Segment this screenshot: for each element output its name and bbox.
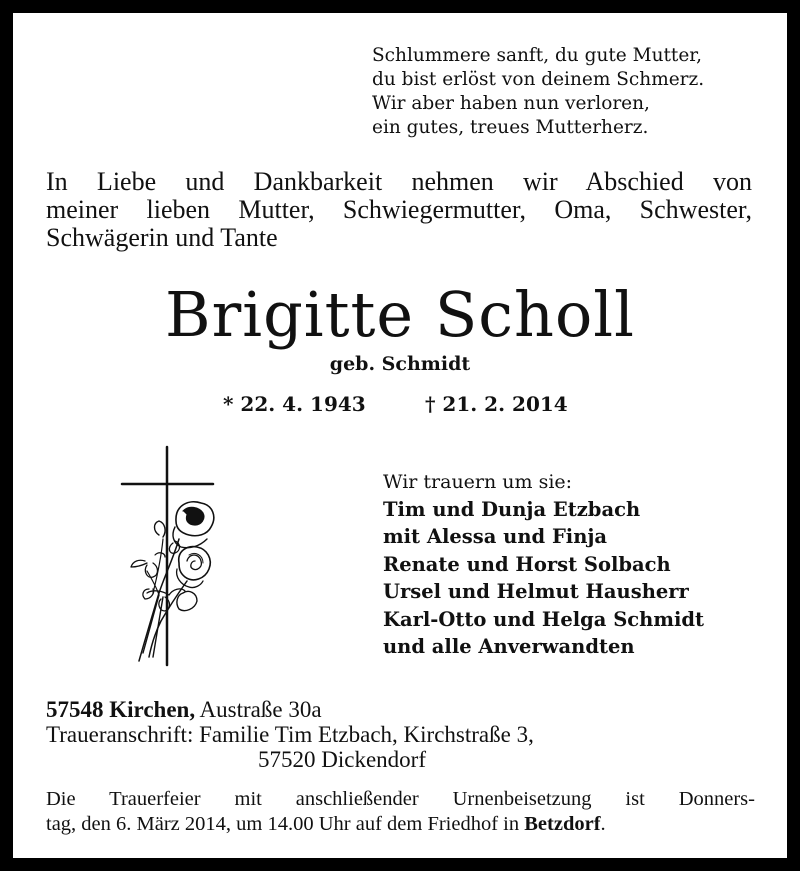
- mourning-address-label: Traueranschrift:: [46, 722, 200, 747]
- mourners-list: [383, 496, 704, 660]
- mourning-address-street: Familie Tim Etzbach, Kirchstraße 3,: [199, 722, 534, 747]
- address-block: [46, 697, 534, 772]
- mourners-heading: Wir trauern um sie:: [383, 471, 573, 493]
- mourner-line: mit Alessa und Finja: [383, 525, 608, 549]
- poem-verse: [372, 44, 704, 140]
- home-street: Austraße 30a: [195, 697, 322, 722]
- mourner-line: Ursel und Helmut Hausherr: [383, 580, 689, 604]
- death-date: † 21. 2. 2014: [425, 392, 568, 416]
- intro-line: Schwägerin und Tante: [46, 223, 278, 252]
- service-period: .: [600, 813, 606, 835]
- home-city: 57548 Kirchen,: [46, 697, 196, 722]
- poem-line: Schlummere sanft, du gute Mutter,: [372, 45, 702, 66]
- deceased-name: Brigitte Scholl: [165, 278, 635, 351]
- mourning-address: [46, 722, 534, 747]
- service-text: tag, den 6. März 2014, um 14.00 Uhr auf dem Friedhof in: [46, 813, 525, 835]
- poem-line: Wir aber haben nun verloren,: [372, 93, 650, 114]
- service-line: [46, 812, 755, 837]
- funeral-service-info: [46, 787, 755, 837]
- mourner-line: Renate und Horst Solbach: [383, 552, 671, 576]
- mourner-line: Tim und Dunja Etzbach: [383, 498, 641, 521]
- cross-with-roses-icon: [103, 443, 223, 671]
- birth-date: * 22. 4. 1943: [223, 392, 366, 416]
- service-location: Betzdorf: [524, 813, 601, 835]
- intro-line: In Liebe und Dankbarkeit nehmen wir Abschied von: [46, 167, 752, 196]
- intro-line: meiner lieben Mutter, Schwiegermutter, Oma, Schwester,: [46, 195, 752, 224]
- mourner-line: Karl-Otto und Helga Schmidt: [383, 607, 705, 631]
- home-address: [46, 697, 534, 722]
- service-line: Die Trauerfeier mit anschließender Urnenbeisetzung ist Donners-: [46, 788, 755, 810]
- intro-text: [46, 168, 752, 252]
- maiden-name: geb. Schmidt: [329, 353, 471, 375]
- poem-line: ein gutes, treues Mutterherz.: [372, 117, 649, 138]
- obituary-notice: [13, 13, 787, 858]
- mourning-address-city: 57520 Dickendorf: [258, 747, 426, 772]
- poem-line: du bist erlöst von deinem Schmerz.: [372, 69, 705, 90]
- mourner-line: und alle Anverwandten: [383, 634, 635, 658]
